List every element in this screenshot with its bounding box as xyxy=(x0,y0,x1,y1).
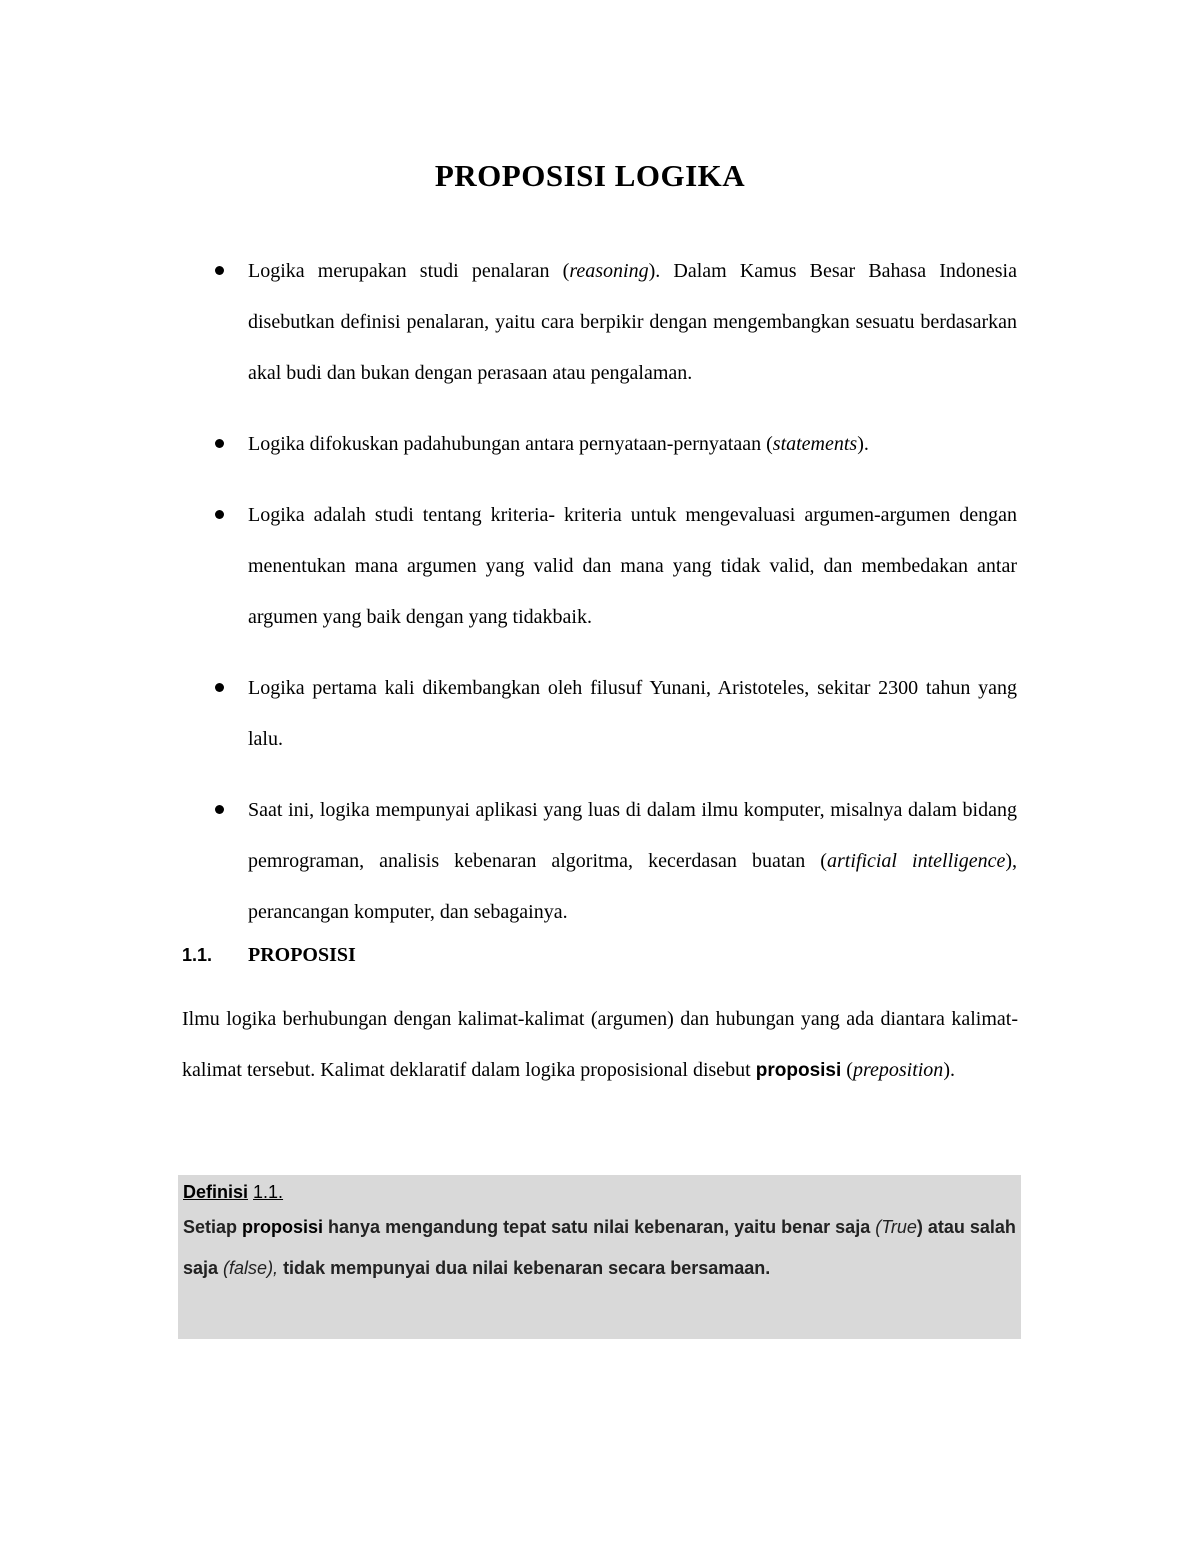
bullet-text: Logika merupakan studi penalaran ( xyxy=(248,260,570,282)
paragraph-text: Ilmu logika berhubungan dengan kalimat-kalimat (argumen) dan hubungan yang ada diantara kalimat-kalimat tersebut. Kalimat deklaratif dalam logika proposisional disebut xyxy=(182,1008,1018,1081)
definition-text-part: tidak mempunyai dua nilai kebenaran secara bersamaan. xyxy=(278,1258,771,1278)
paragraph-text-end: ). xyxy=(943,1059,955,1081)
paragraph-italic-term: preposition xyxy=(852,1059,944,1081)
list-item xyxy=(248,785,1017,938)
definition-text-part: ) atau salah saja xyxy=(183,1217,1016,1278)
list-item xyxy=(248,663,1017,765)
definition-italic-true: (True xyxy=(875,1217,917,1237)
bullet-dot-icon xyxy=(215,805,224,814)
bullet-text-continued: ), perancangan komputer, dan sebagainya. xyxy=(248,850,1017,923)
definition-bold-term: proposisi xyxy=(242,1217,324,1237)
bullet-text: Saat ini, logika mempunyai aplikasi yang luas di dalam ilmu komputer, misalnya dalam bidang pemrograman, analisis kebenaran algoritma, kecerdasan buatan ( xyxy=(248,799,1017,872)
bullet-text: Logika pertama kali dikembangkan oleh filusuf Yunani, Aristoteles, sekitar 2300 tahun yang lalu. xyxy=(248,677,1017,750)
bullet-italic-term: artificial intelligence xyxy=(826,850,1006,872)
definition-label: Definisi xyxy=(183,1182,249,1202)
definition-italic-false: (false), xyxy=(223,1258,279,1278)
bullet-dot-icon xyxy=(215,683,224,692)
bullet-text-continued: ). xyxy=(857,433,869,455)
definition-number: 1.1. xyxy=(253,1182,284,1202)
paragraph-text-middle: ( xyxy=(841,1059,853,1081)
bullet-list xyxy=(0,246,1200,958)
intro-paragraph xyxy=(182,994,1018,1096)
paragraph-bold-term: proposisi xyxy=(755,1060,842,1081)
definition-title xyxy=(183,1177,1016,1207)
bullet-dot-icon xyxy=(215,439,224,448)
list-item xyxy=(248,246,1017,399)
definition-box xyxy=(178,1175,1021,1339)
section-number: 1.1. xyxy=(182,945,213,965)
bullet-text: Logika difokuskan padahubungan antara pernyataan-pernyataan ( xyxy=(248,433,773,455)
list-item xyxy=(248,490,1017,643)
definition-text xyxy=(183,1207,1016,1289)
bullet-dot-icon xyxy=(215,510,224,519)
bullet-text: Logika adalah studi tentang kriteria- kriteria untuk mengevaluasi argumen-argumen dengan menentukan mana argumen yang valid dan mana yang tidak valid, dan membedakan antar argumen yang baik dengan yang tidakbaik. xyxy=(248,504,1017,628)
bullet-dot-icon xyxy=(215,266,224,275)
page-title: PROPOSISI LOGIKA xyxy=(434,158,746,193)
list-item xyxy=(248,419,1017,470)
definition-text-part: hanya mengandung tepat satu nilai kebenaran, yaitu benar saja xyxy=(323,1217,876,1237)
definition-text-part: Setiap xyxy=(183,1217,243,1237)
bullet-italic-term: statements xyxy=(772,433,858,455)
bullet-text-continued: ). Dalam Kamus Besar Bahasa Indonesia disebutkan definisi penalaran, yaitu cara berpikir dengan mengembangkan sesuatu berdasarkan akal budi dan bukan dengan perasaan atau pengalaman. xyxy=(248,260,1017,384)
section-heading xyxy=(182,930,356,981)
bullet-italic-term: reasoning xyxy=(569,260,649,282)
section-name: PROPOSISI xyxy=(248,944,356,966)
